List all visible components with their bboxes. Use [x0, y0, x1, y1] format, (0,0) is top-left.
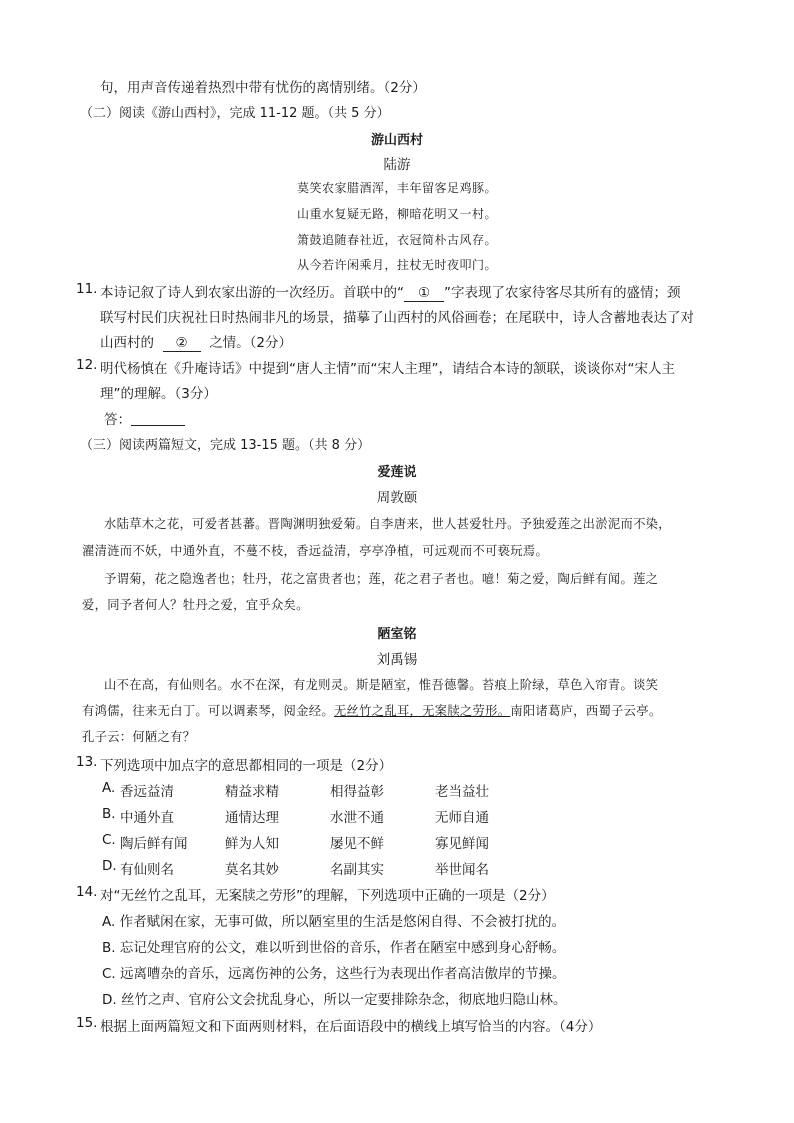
option-label: D. [102, 992, 117, 1008]
loushiming-segment: 有鸿儒，往来无白丁。可以调素琴，阅金经。 [82, 704, 334, 718]
option-text: 远离嘈杂的音乐，远离伤神的公务，这些行为表现出作者高洁傲岸的节操。 [120, 966, 566, 982]
option-label: A. [102, 780, 116, 796]
option-item: 相得益彰 [330, 784, 384, 800]
answer-blank[interactable] [131, 411, 185, 426]
option-item: 香远益清 [120, 784, 174, 800]
q11-text: 山西村的 [100, 335, 154, 351]
option-item: 鲜为人知 [225, 836, 279, 852]
q11-text: ”字表现了农家待客尽其所有的盛情；颈 [444, 285, 681, 301]
option-label: B. [102, 940, 116, 956]
ailian-author: 周敦颐 [376, 490, 418, 506]
ailian-text: 濯清涟而不妖，中通外直，不蔓不枝，香远益清，亭亭净植，可远观而不可亵玩焉。 [82, 544, 549, 558]
loushiming-text: 山不在高，有仙则名。水不在深，有龙则灵。斯是陋室，惟吾德馨。苔痕上阶绿，草色入帘青。谈笑 [104, 678, 659, 692]
q15-stem: 根据上面两篇短文和下面两则材料，在后面语段中的横线上填写恰当的内容。（4分） [100, 1019, 602, 1035]
q14-option-d[interactable] [102, 988, 566, 1008]
loushiming-text [82, 701, 661, 719]
option-text: 作者赋闲在家，无事可做，所以陋室里的生活是悠闲自得、不会被打扰的。 [119, 914, 566, 930]
q14-stem: 对“无丝竹之乱耳，无案牍之劳形”的理解，下列选项中正确的一项是（2分） [100, 888, 555, 904]
q11-line2: 联写村民们庆祝社日时热闹非凡的场景，描摹了山西村的风俗画卷；在尾联中，诗人含蓄地表达了对 [100, 310, 694, 326]
q14-option-b[interactable] [102, 936, 565, 956]
option-label: B. [102, 806, 116, 822]
option-item: 中通外直 [120, 810, 174, 826]
option-item: 无师自通 [435, 810, 489, 826]
q11-text: 本诗记叙了诗人到农家出游的一次经历。首联中的“ [100, 285, 404, 301]
poem-line: 从今若许闲乘月，拄杖无时夜叩门。 [296, 258, 497, 272]
option-item: 陶后鲜有闻 [120, 836, 188, 852]
ailian-title: 爱莲说 [377, 465, 417, 480]
q14-option-c[interactable] [102, 962, 566, 982]
option-item: 有仙则名 [120, 862, 174, 878]
option-item: 精益求精 [225, 784, 279, 800]
poem-line: 箫鼓追随春社近，衣冠简朴古风存。 [296, 233, 497, 247]
option-item: 举世闻名 [435, 862, 489, 878]
poem-title: 游山西村 [370, 133, 423, 148]
question-number: 13. [76, 754, 98, 770]
q14-option-a[interactable] [102, 910, 565, 930]
option-label: A. [102, 914, 116, 930]
question-number: 12. [76, 357, 98, 373]
option-item: 水泄不通 [330, 810, 384, 826]
loushiming-author: 刘禹锡 [376, 652, 418, 668]
q12-answer [104, 408, 185, 428]
option-item: 莫名其妙 [225, 862, 279, 878]
poem-line: 山重水复疑无路，柳暗花明又一村。 [296, 207, 497, 221]
option-text: 忘记处理官府的公文，难以听到世俗的音乐，作者在陋室中感到身心舒畅。 [119, 940, 566, 956]
ailian-text: 予谓菊，花之隐逸者也；牡丹，花之富贵者也；莲，花之君子者也。噫！菊之爱，陶后鲜有闻。莲之 [104, 572, 659, 586]
option-item: 名副其实 [330, 862, 384, 878]
q11-text: 之情。（2分） [209, 335, 293, 351]
continuation-line: 句，用声音传递着热烈中带有忧伤的离情别绪。（2分） [100, 80, 426, 96]
option-item: 寡见鲜闻 [435, 836, 489, 852]
question-number: 11. [76, 281, 98, 297]
ailian-text: 爱，同予者何人？牡丹之爱，宜乎众矣。 [82, 598, 309, 612]
q12-line2: 理”的理解。（3分） [100, 386, 217, 402]
option-item: 通情达理 [225, 810, 279, 826]
answer-label: 答： [104, 412, 131, 428]
q11-blank2[interactable]: ② [163, 335, 201, 352]
section2-heading: （二）阅读《游山西村》，完成 11-12 题。（共 5 分） [80, 106, 390, 121]
poem-line: 莫笑农家腊酒浑，丰年留客足鸡豚。 [296, 181, 497, 195]
q11-line1 [100, 281, 681, 302]
option-label: D. [102, 858, 117, 874]
poem-author: 陆游 [383, 157, 411, 173]
q13-stem: 下列选项中加点字的意思都相同的一项是（2分） [100, 758, 393, 774]
q12-line1: 明代杨慎在《升庵诗话》中提到“唐人主情”而“宋人主理”，请结合本诗的颔联，谈谈你对“宋人主 [100, 361, 675, 377]
loushiming-underlined: 无丝竹之乱耳，无案牍之劳形。 [333, 704, 511, 718]
option-label: C. [102, 832, 116, 848]
loushiming-text: 孔子云：何陋之有？ [82, 730, 196, 744]
option-label: C. [102, 966, 116, 982]
question-number: 14. [76, 884, 98, 900]
section3-heading: （三）阅读两篇短文，完成 13-15 题。（共 8 分） [80, 438, 371, 453]
ailian-text: 水陆草木之花，可爱者甚蕃。晋陶渊明独爱菊。自李唐来，世人甚爱牡丹。予独爱莲之出淤泥而不染， [104, 517, 671, 531]
q11-line3 [100, 331, 292, 352]
option-item: 老当益壮 [435, 784, 489, 800]
question-number: 15. [76, 1015, 98, 1031]
option-text: 丝竹之声、官府公文会扰乱身心，所以一定要排除杂念，彻底地归隐山林。 [120, 992, 567, 1008]
q11-blank1[interactable]: ① [404, 285, 444, 302]
loushiming-segment: 南阳诸葛庐，西蜀子云亭。 [510, 704, 662, 718]
loushiming-title: 陋室铭 [377, 627, 417, 642]
option-item: 屡见不鲜 [330, 836, 384, 852]
